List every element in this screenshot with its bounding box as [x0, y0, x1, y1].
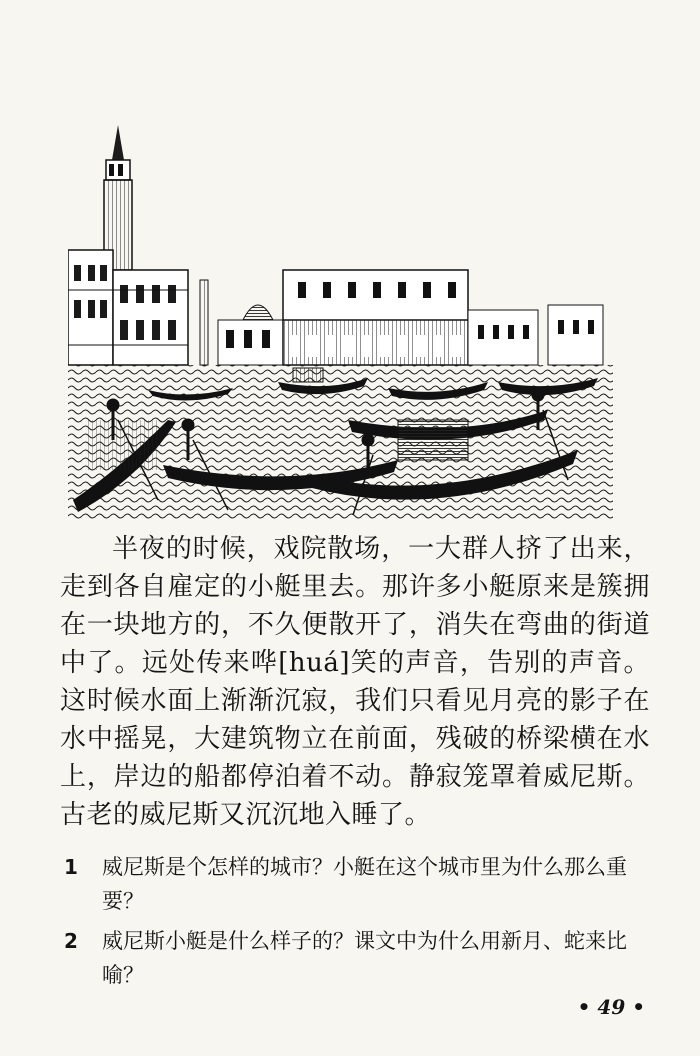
basilica: [218, 305, 288, 365]
question-text: 威尼斯是个怎样的城市？小艇在这个城市里为什么那么重要？: [102, 855, 627, 913]
column: [200, 280, 208, 365]
question-number: 1: [64, 855, 78, 879]
body-text: [60, 530, 650, 834]
question-item: [60, 924, 650, 992]
question-number: 2: [64, 929, 78, 953]
page-number: • 49 •: [577, 995, 645, 1019]
main-paragraph: 半夜的时候，戏院散场，一大群人挤了出来，走到各自雇定的小艇里去。那许多小艇原来是簇拥在一块地方的，不久便散开了，消失在弯曲的街道中了。远处传来哗[huá]笑的声音，告别的声音。这时候水面上渐渐沉寂，我们只看见月亮的影子在水中摇晃，大建筑物立在前面，残破的桥梁横在水上，岸边的船都停泊着不动。静寂笼罩着威尼斯。古老的威尼斯又沉沉地入睡了。: [60, 534, 650, 830]
question-text: 威尼斯小艇是什么样子的？课文中为什么用新月、蛇来比喻？: [102, 929, 627, 987]
bell-tower: [104, 125, 132, 270]
exercise-questions: [60, 850, 650, 998]
question-item: [60, 850, 650, 918]
venice-illustration: [68, 120, 613, 520]
doges-palace: [283, 270, 603, 365]
